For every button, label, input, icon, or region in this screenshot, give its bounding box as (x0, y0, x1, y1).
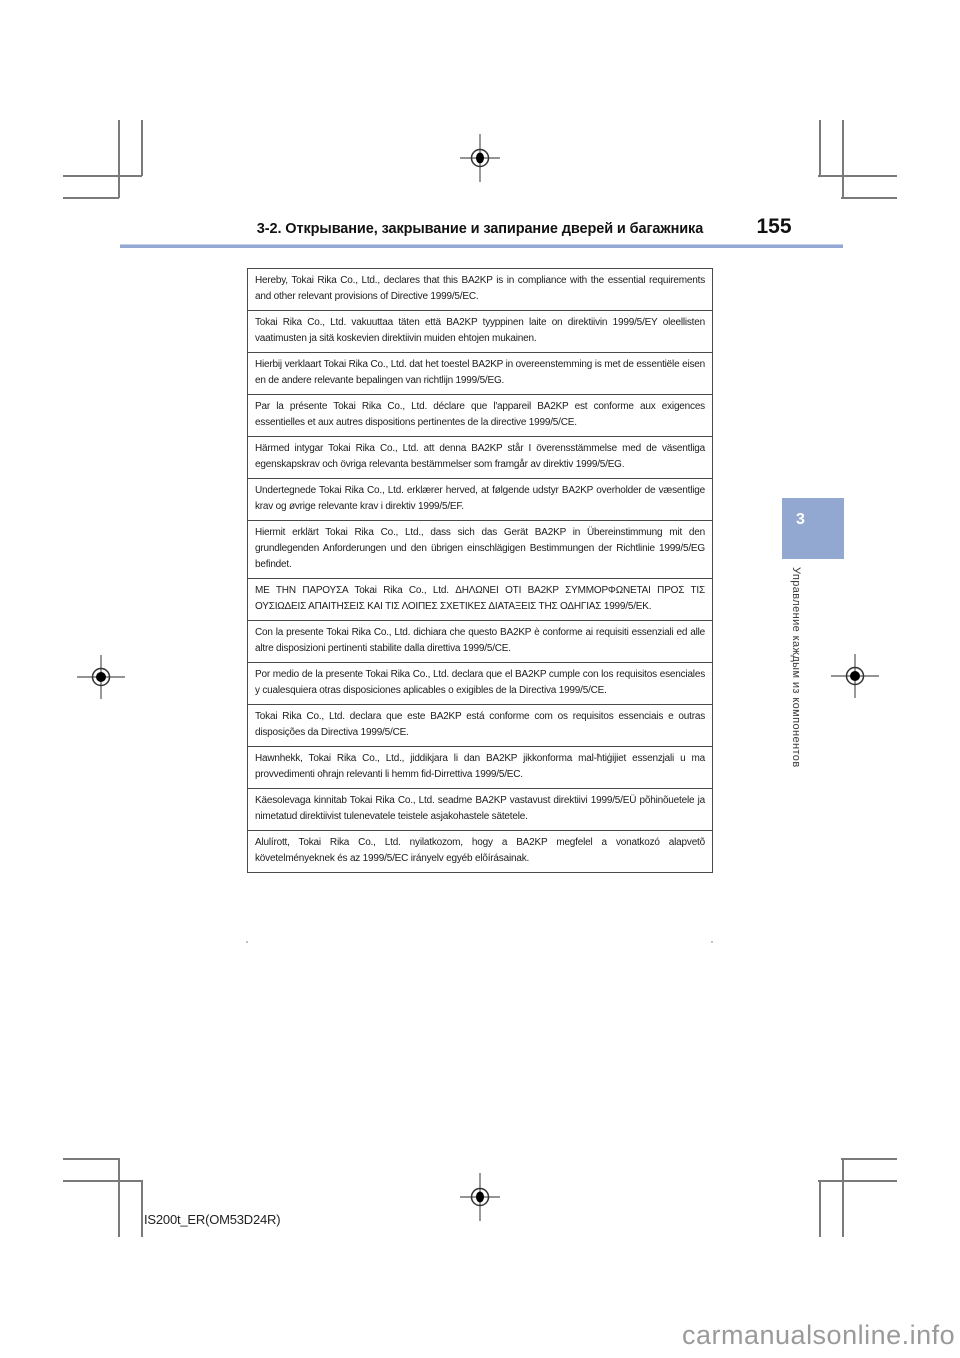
scan-artifact-dot (711, 941, 713, 943)
declaration-row: ΜΕ ΤΗΝ ΠΑΡΟΥΣΑ Tokai Rika Co., Ltd. ΔΗΛΩΝΕΙ ΟΤΙ BA2KP ΣΥΜΜΟΡΦΩΝΕΤΑΙ ΠΡΟΣ ΤΙΣ ΟΥΣΙΩΔΕΙΣ ΑΠΑΙΤΗΣΕΙΣ ΚΑΙ ΤΙΣ ΛΟΙΠΕΣ ΣΧΕΤΙΚΕΣ ΔΙΑΤΑΞΕΙΣ ΤΗΣ ΟΔΗΓΙΑΣ 1999/5/ΕΚ. (248, 579, 712, 621)
chapter-number: 3 (796, 511, 805, 528)
declaration-row: Tokai Rika Co., Ltd. vakuuttaa täten että BA2KP tyyppinen laite on direktiivin 1999/5/EY oleellisten vaatimusten ja sitä koskevien direktiivin muiden ehtojen mukainen. (248, 311, 712, 353)
registration-mark-right (831, 652, 879, 700)
declaration-row: Käesolevaga kinnitab Tokai Rika Co., Ltd. seadme BA2KP vastavust direktiivi 1999/5/EÜ põhinõuetele ja nimetatud direktiivist tulenevatele teistele asjakohastele sätetele. (248, 789, 712, 831)
document-code: IS200t_ER(OM53D24R) (144, 1212, 281, 1227)
declaration-row: Hierbij verklaart Tokai Rika Co., Ltd. dat het toestel BA2KP in overeenstemming is met de essentiële eisen en de andere relevante bepalingen van richtlijn 1999/5/EG. (248, 353, 712, 395)
declaration-row: Alulírott, Tokai Rika Co., Ltd. nyilatkozom, hogy a BA2KP megfelel a vonatkozó alapvetõ követelményeknek és az 1999/5/EC irányelv egyéb elõírásainak. (255, 837, 705, 864)
page-number: 155 (756, 215, 792, 238)
declaration-row: Con la presente Tokai Rika Co., Ltd. dichiara che questo BA2KP è conforme ai requisiti essenziali ed alle altre disposizioni pertinenti stabilite dalla direttiva 1999/5/CE. (248, 621, 712, 663)
declaration-row: Tokai Rika Co., Ltd. declara que este BA2KP está conforme com os requisitos essenciais e outras disposições da Directiva 1999/5/CE. (248, 705, 712, 747)
declarations-table (247, 268, 713, 873)
header-rule (120, 244, 843, 248)
declaration-row: Härmed intygar Tokai Rika Co., Ltd. att denna BA2KP står I överensstämmelse med de väsentliga egenskapskrav och övriga relevanta bestämmelser som framgår av direktiv 1999/5/EG. (248, 437, 712, 479)
scan-artifact-dot (246, 941, 248, 943)
declaration-row: Por medio de la presente Tokai Rika Co., Ltd. declara que el BA2KP cumple con los requisitos esenciales y cualesquiera otras disposiciones aplicables o exigibles de la Directiva 1999/5/CE. (248, 663, 712, 705)
chapter-title-vertical: Управление каждым из компонентов (790, 567, 802, 768)
declaration-row: Hiermit erklärt Tokai Rika Co., Ltd., dass sich das Gerät BA2KP in Übereinstimmung mit den grundlegenden Anforderungen und den übrigen einschlägigen Bestimmungen der Richtlinie 1999/5/EG befindet. (248, 521, 712, 579)
registration-mark-bottom (456, 1173, 504, 1221)
declaration-row: Hawnhekk, Tokai Rika Co., Ltd., jiddikjara li dan BA2KP jikkonforma mal-ħtiġijiet essenzjali u ma provvedimenti oħrajn relevanti li hemm fid-Dirrettiva 1999/5/EC. (248, 747, 712, 789)
watermark-text: carmanualsonline.info (682, 1320, 956, 1350)
registration-mark-top (456, 134, 504, 182)
declaration-row: Par la présente Tokai Rika Co., Ltd. déclare que l'appareil BA2KP est conforme aux exigences essentielles et aux autres dispositions pertinentes de la directive 1999/5/CE. (248, 395, 712, 437)
registration-mark-left (77, 653, 125, 701)
declaration-row: Undertegnede Tokai Rika Co., Ltd. erklærer herved, at følgende udstyr BA2KP overholder de væsentlige krav og øvrige relevante krav i direktiv 1999/5/EF. (248, 479, 712, 521)
chapter-tab (782, 498, 844, 559)
section-title: 3-2. Открывание, закрывание и запирание дверей и багажника (256, 221, 704, 237)
declaration-row: Hereby, Tokai Rika Co., Ltd., declares that this BA2KP is in compliance with the essential requirements and other relevant provisions of Directive 1999/5/EC. (248, 269, 712, 311)
